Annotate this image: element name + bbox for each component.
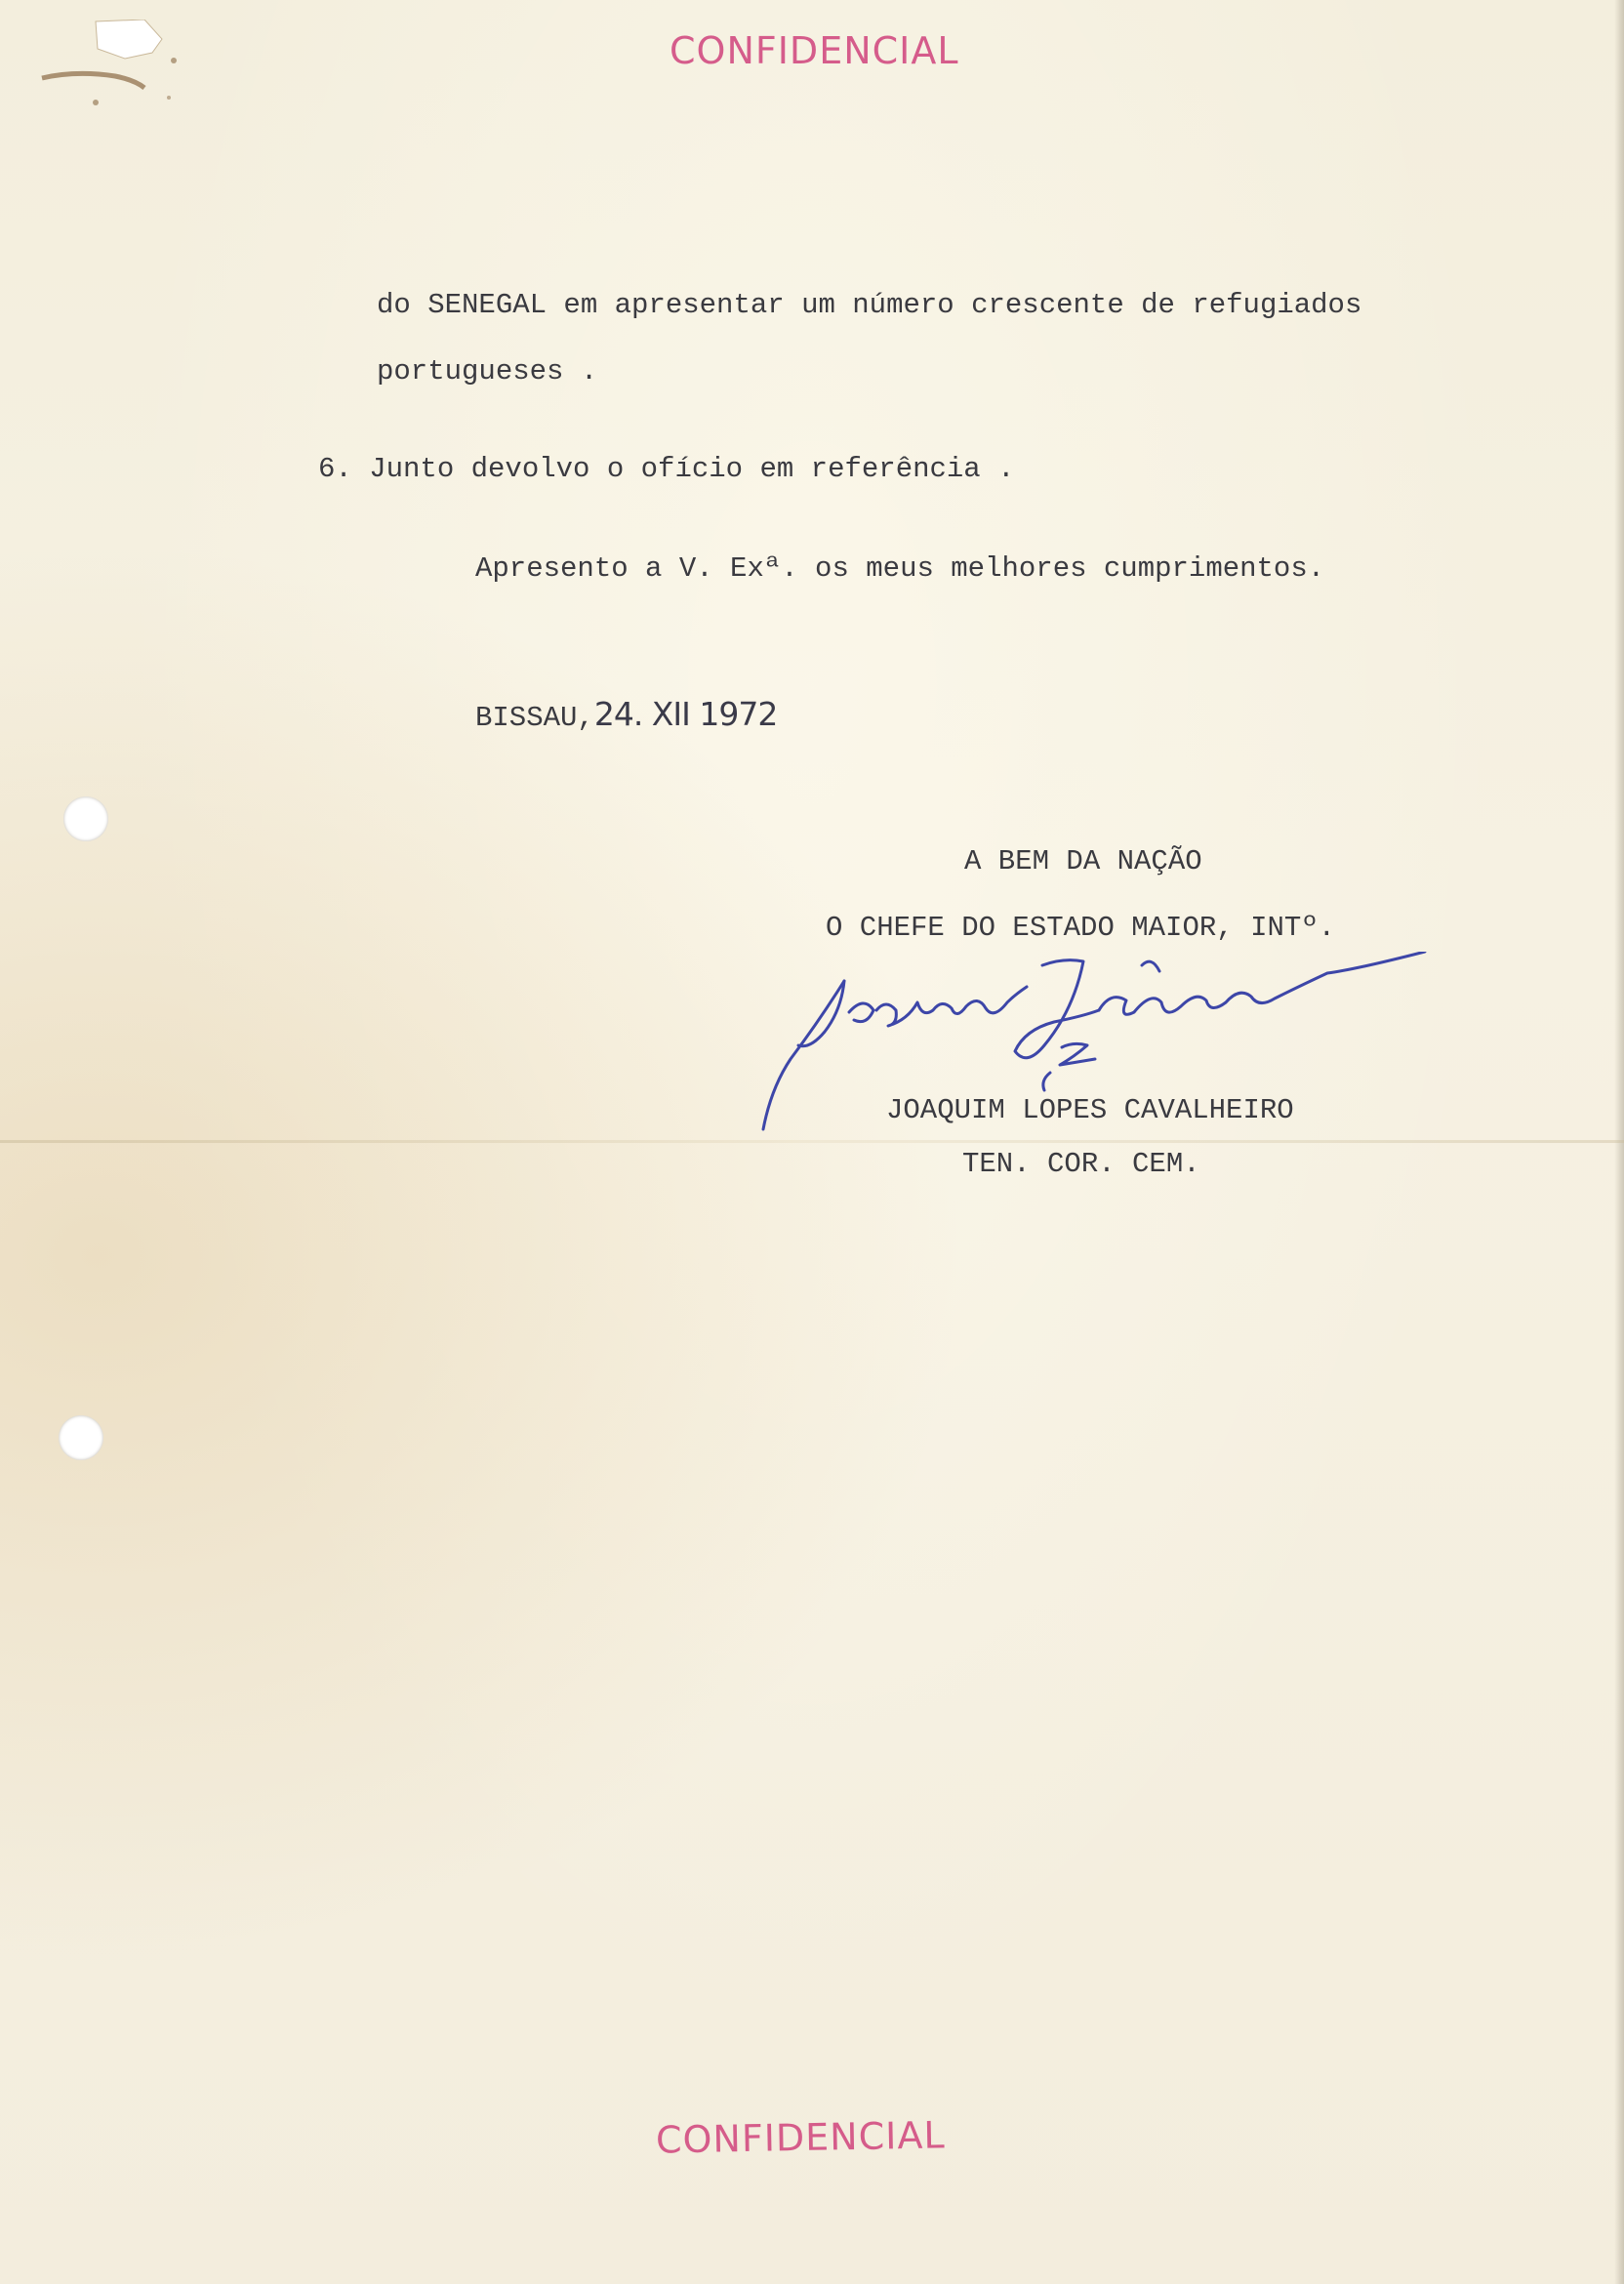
- body-line-2: portugueses .: [377, 355, 598, 387]
- confidential-stamp-bottom: CONFIDENCIAL: [655, 2113, 946, 2162]
- signatory-rank: TEN. COR. CEM.: [962, 1148, 1200, 1180]
- body-line-1: do SENEGAL em apresentar um número crescente de refugiados: [377, 289, 1362, 321]
- numbered-item-6: 6. Junto devolvo o ofício em referência .: [318, 453, 1015, 485]
- paper-damage-mark: [37, 20, 203, 127]
- punch-hole-upper: [63, 796, 108, 841]
- handwritten-date: 24. XII 1972: [593, 695, 778, 733]
- date-line: [475, 695, 777, 734]
- confidential-stamp-top: CONFIDENCIAL: [670, 29, 959, 72]
- signatory-role: O CHEFE DO ESTADO MAIOR, INTº.: [826, 912, 1336, 944]
- closing-motto: A BEM DA NAÇÃO: [964, 845, 1202, 877]
- signatory-name: JOAQUIM LOPES CAVALHEIRO: [886, 1094, 1294, 1126]
- punch-hole-lower: [59, 1415, 103, 1460]
- date-place: BISSAU,: [475, 702, 594, 734]
- greeting-line: Apresento a V. Exª. os meus melhores cumprimentos.: [475, 552, 1325, 585]
